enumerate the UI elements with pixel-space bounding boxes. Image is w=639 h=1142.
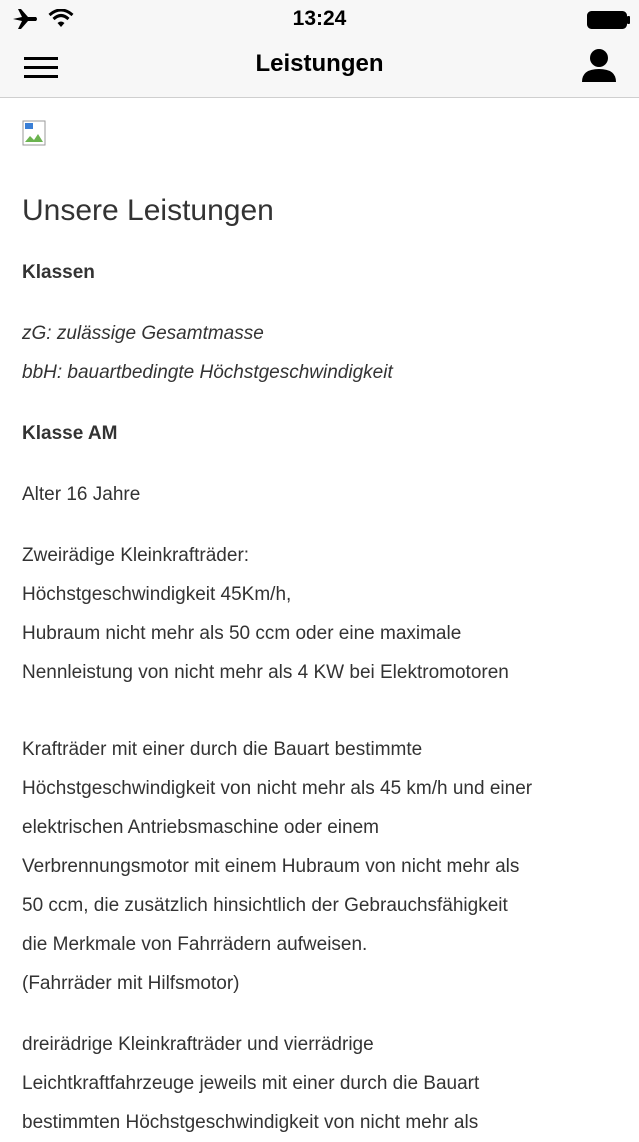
text-line: Krafträder mit einer durch die Bauart bestimmte: [22, 739, 423, 760]
text-line: Zweirädige Kleinkrafträder:: [22, 545, 250, 566]
text-line: Höchstgeschwindigkeit 45Km/h,: [22, 584, 292, 605]
battery-icon: [587, 11, 631, 29]
status-bar: [0, 0, 639, 40]
nav-bar: [0, 40, 639, 98]
content-heading: Unsere Leistungen: [22, 194, 274, 227]
text-line: 50 ccm, die zusätzlich hinsichtlich der Gebrauchsfähigkeit: [22, 895, 508, 916]
classes-label: Klassen: [22, 262, 95, 283]
status-time: 13:24: [292, 7, 347, 30]
broken-image-icon: [22, 120, 48, 146]
text-line: Leichtkraftfahrzeuge jeweils mit einer durch die Bauart: [22, 1073, 480, 1094]
text-line: Hubraum nicht mehr als 50 ccm oder eine maximale: [22, 623, 462, 644]
text-line: Höchstgeschwindigkeit von nicht mehr als 45 km/h und einer: [22, 778, 533, 799]
text-line: elektrischen Antriebsmaschine oder einem: [22, 817, 379, 838]
text-line: (Fahrräder mit Hilfsmotor): [22, 973, 240, 994]
definition-line: zG: zulässige Gesamtmasse: [22, 323, 264, 344]
definition-line: bbH: bauartbedingte Höchstgeschwindigkeit: [22, 362, 393, 383]
user-profile-icon[interactable]: [579, 44, 619, 84]
text-line: Nennleistung von nicht mehr als 4 KW bei Elektromotoren: [22, 662, 509, 683]
text-line: dreirädrige Kleinkrafträder und vierrädrige: [22, 1034, 374, 1055]
text-line: Verbrennungsmotor mit einem Hubraum von nicht mehr als: [22, 856, 520, 877]
text-line: bestimmten Höchstgeschwindigkeit von nicht mehr als: [22, 1112, 479, 1133]
main-content: [22, 120, 622, 1142]
class-am-label: Klasse AM: [22, 423, 118, 444]
age-text: Alter 16 Jahre: [22, 484, 141, 505]
page-title: Leistungen: [255, 50, 384, 77]
text-line: die Merkmale von Fahrrädern aufweisen.: [22, 934, 368, 955]
